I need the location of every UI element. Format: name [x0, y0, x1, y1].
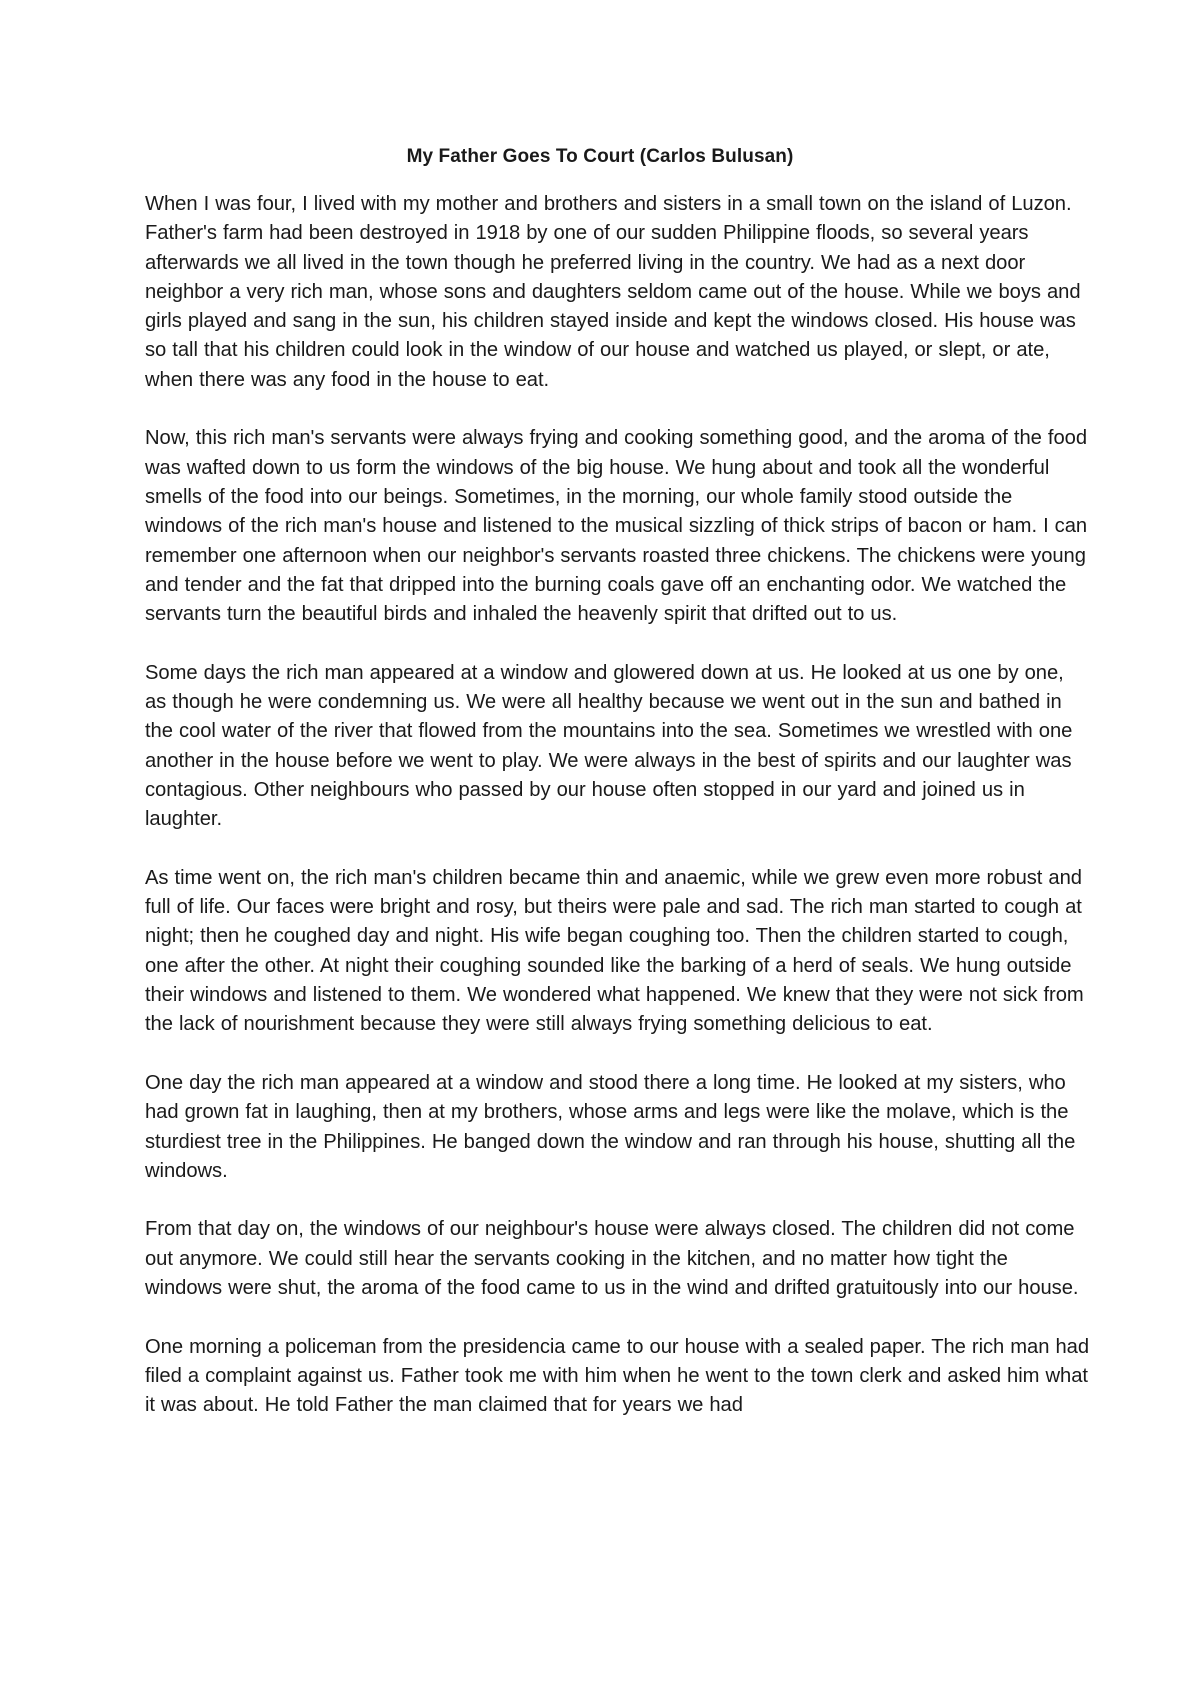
paragraph-5: One day the rich man appeared at a window and stood there a long time. He looked at my sisters, who had grown fat in laughing, then at my brothers, whose arms and legs were like the molave, which is the sturdiest tree in the Philippines. He banged down the window and ran through his house, shutting all the windows.	[145, 1071, 1076, 1182]
paragraph-1: When I was four, I lived with my mother and brothers and sisters in a small town on the island of Luzon. Father's farm had been destroyed in 1918 by one of our sudden Philippine floods, so several years afterwards we all lived in the town though he preferred living in the country. We had as a next door neighbor a very rich man, whose sons and daughters seldom came out of the house. While we boys and girls played and sang in the sun, his children stayed inside and kept the windows closed. His house was so tall that his children could look in the window of our house and watched us played, or slept, or ate, when there was any food in the house to eat.	[145, 193, 1081, 391]
paragraph-3: Some days the rich man appeared at a window and glowered down at us. He looked at us one by one, as though he were condemning us. We were all healthy because we went out in the sun and bathed in the cool water of the river that flowed from the mountains into the sea. Sometimes we wrestled with one another in the house before we went to play. We were always in the best of spirits and our laughter was contagious. Other neighbours who passed by our house often stopped in our yard and joined us in laughter.	[145, 661, 1073, 831]
document-title: My Father Goes To Court (Carlos Bulusan)	[406, 146, 794, 167]
paragraph-7: One morning a policeman from the presidencia came to our house with a sealed paper. The rich man had filed a complaint against us. Father took me with him when he went to the town clerk and asked him what it was about. He told Father the man claimed that for years we had	[145, 1335, 1090, 1417]
paragraph-2: Now, this rich man's servants were always frying and cooking something good, and the aroma of the food was wafted down to us form the windows of the big house. We hung about and took all the wonderful smells of the food into our beings. Sometimes, in the morning, our whole family stood outside the windows of the rich man's house and listened to the musical sizzling of thick strips of bacon or ham. I can remember one afternoon when our neighbor's servants roasted three chickens. The chickens were young and tender and the fat that dripped into the burning coals gave off an enchanting odor. We watched the servants turn the beautiful birds and inhaled the heavenly spirit that drifted out to us.	[145, 427, 1088, 626]
paragraph-4: As time went on, the rich man's children became thin and anaemic, while we grew even more robust and full of life. Our faces were bright and rosy, but theirs were pale and sad. The rich man started to cough at night; then he coughed day and night. His wife began coughing too. Then the children started to cough, one after the other. At night their coughing sounded like the barking of a herd of seals. We hung outside their windows and listened to them. We wondered what happened. We knew that they were not sick from the lack of nourishment because they were still always frying something delicious to eat.	[145, 866, 1084, 1036]
paragraph-6: From that day on, the windows of our neighbour's house were always closed. The children did not come out anymore. We could still hear the servants cooking in the kitchen, and no matter how tight the windows were shut, the aroma of the food came to us in the wind and drifted gratuitously into our house.	[145, 1218, 1079, 1299]
